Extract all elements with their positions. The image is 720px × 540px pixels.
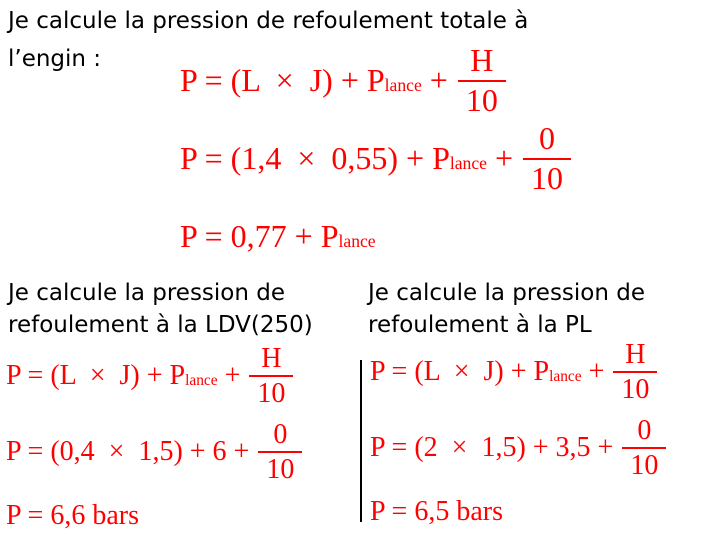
fraction-h-over-10 xyxy=(253,344,289,409)
result-text: P = 6,5 bars xyxy=(370,496,503,527)
fraction-denominator: 10 xyxy=(621,374,650,406)
fraction-0-over-10 xyxy=(262,420,298,485)
formula-text: P = (L × J) + P xyxy=(180,62,385,99)
fraction-numerator: 0 xyxy=(539,120,556,156)
fraction-0-over-10 xyxy=(626,416,662,481)
fraction-0-over-10 xyxy=(527,122,567,195)
right-heading-2: refoulement à la PL xyxy=(368,312,592,338)
fraction-numerator: H xyxy=(470,42,494,78)
fraction-denominator: 10 xyxy=(266,454,295,486)
fraction-numerator: 0 xyxy=(637,415,652,446)
lance-subscript: lance xyxy=(549,367,582,385)
fraction-numerator: H xyxy=(261,343,282,374)
fraction-bar xyxy=(622,447,666,449)
formula-text: P = (L × J) + P xyxy=(370,356,550,388)
lance-subscript: lance xyxy=(338,230,376,251)
main-formula-2 xyxy=(180,122,567,195)
intro-line-2: l’engin : xyxy=(8,46,102,72)
right-result xyxy=(370,496,503,528)
fraction-denominator: 10 xyxy=(465,81,498,118)
formula-text: P = (0,4 × 1,5) + 6 + xyxy=(6,436,257,468)
formula-text: P = (L × J) + P xyxy=(6,360,186,392)
plus-sign: + xyxy=(217,360,248,392)
fraction-bar xyxy=(258,451,302,453)
formula-text: P = 0,77 + P xyxy=(180,218,339,254)
right-formula-1 xyxy=(370,340,653,405)
lance-subscript: lance xyxy=(384,75,422,96)
fraction-bar xyxy=(613,371,657,373)
lance-subscript: lance xyxy=(185,371,218,389)
main-formula-3 xyxy=(180,218,376,255)
fraction-h-over-10 xyxy=(617,340,653,405)
left-heading-1: Je calcule la pression de xyxy=(8,280,286,306)
plus-sign: + xyxy=(581,356,612,388)
fraction-denominator: 10 xyxy=(630,450,659,482)
formula-text: P = (1,4 × 0,55) + P xyxy=(180,140,450,177)
plus-sign: + xyxy=(486,140,522,177)
fraction-numerator: H xyxy=(625,339,646,370)
fraction-bar xyxy=(249,375,293,377)
main-formula-1 xyxy=(180,44,502,117)
fraction-numerator: 0 xyxy=(273,419,288,450)
left-formula-2 xyxy=(6,420,298,485)
fraction-h-over-10 xyxy=(462,44,502,117)
formula-text: P = (2 × 1,5) + 3,5 + xyxy=(370,432,621,464)
intro-line-1: Je calcule la pression de refoulement totale à xyxy=(8,8,529,34)
left-formula-1 xyxy=(6,344,289,409)
right-formula-2 xyxy=(370,416,662,481)
fraction-denominator: 10 xyxy=(531,159,564,196)
left-result xyxy=(6,500,139,532)
result-text: P = 6,6 bars xyxy=(6,500,139,531)
lance-subscript: lance xyxy=(449,153,487,174)
plus-sign: + xyxy=(421,62,456,99)
left-heading-2: refoulement à la LDV(250) xyxy=(8,312,313,338)
fraction-denominator: 10 xyxy=(257,378,286,410)
column-divider xyxy=(360,360,362,522)
right-heading-1: Je calcule la pression de xyxy=(368,280,646,306)
